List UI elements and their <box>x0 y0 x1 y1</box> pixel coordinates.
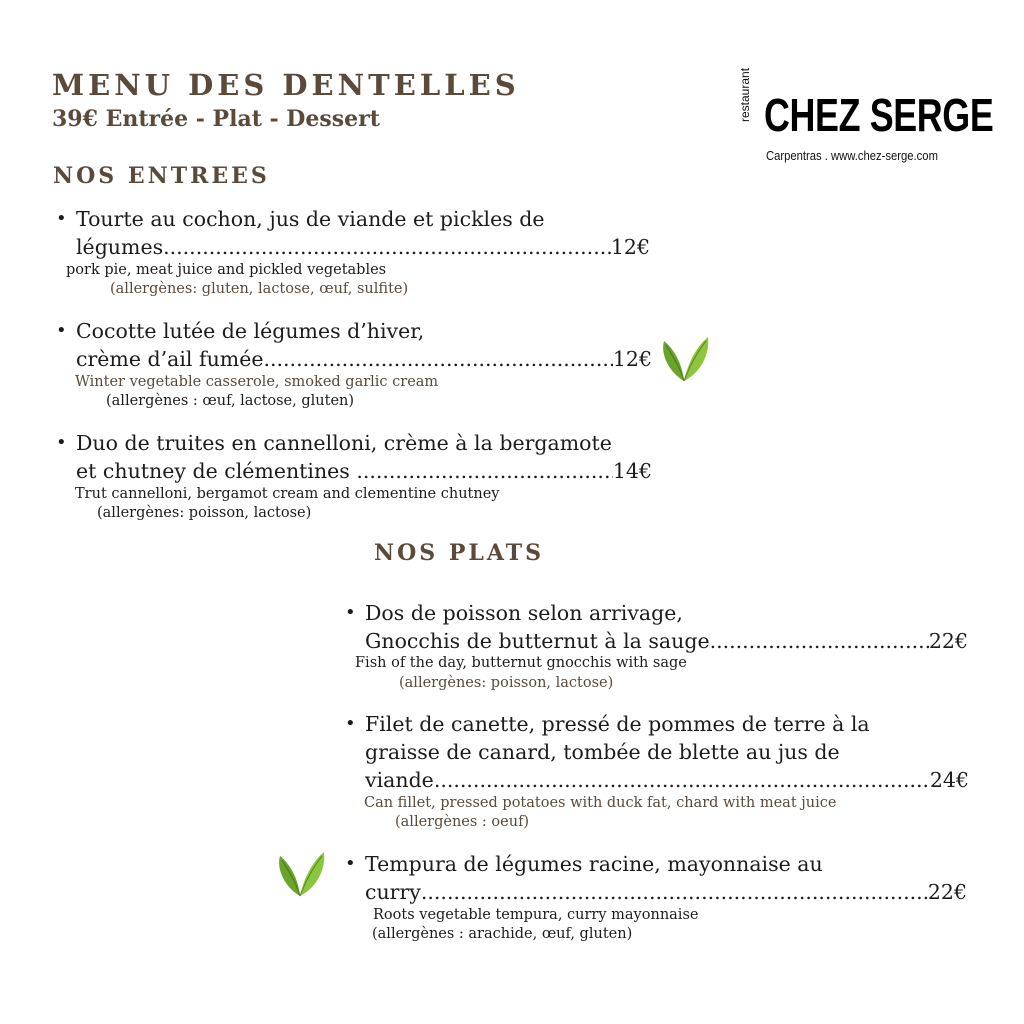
dish-price: 14€ <box>612 459 652 483</box>
dish-name-line: graisse de canard, tombée de blette au jus de <box>365 740 840 764</box>
dish-translation: Trut cannelloni, bergamot cream and clementine chutney <box>75 486 500 502</box>
dish-allergens: (allergènes : oeuf) <box>395 814 530 830</box>
dish-translation: Winter vegetable casserole, smoked garlic cream <box>75 374 439 390</box>
dish-plat-3 <box>345 850 967 906</box>
dish-name-line: crème d’ail fumée <box>76 347 264 371</box>
dish-plat-1 <box>345 599 968 655</box>
logo-subtitle: Carpentras . www.chez-serge.com <box>766 149 938 163</box>
dish-name-line: curry <box>365 880 421 904</box>
dish-entree-2 <box>56 317 652 373</box>
section-heading-entrees: NOS ENTREES <box>53 163 270 189</box>
bullet: • <box>56 432 67 453</box>
bullet: • <box>345 602 356 623</box>
dish-price: 24€ <box>929 768 969 792</box>
dish-price: 12€ <box>610 235 650 259</box>
dish-allergens: (allergènes : œuf, lactose, gluten) <box>106 393 355 409</box>
dot-leader <box>163 233 611 261</box>
menu-title: MENU DES DENTELLES <box>52 68 520 102</box>
dish-name-line: Tempura de légumes racine, mayonnaise au <box>365 852 823 876</box>
dish-price: 12€ <box>612 347 652 371</box>
dot-leader <box>356 457 613 485</box>
leaf-icon <box>274 848 326 900</box>
bullet: • <box>345 853 356 874</box>
dish-plat-2 <box>345 710 969 794</box>
section-heading-plats: NOS PLATS <box>374 540 544 566</box>
dish-name-line: et chutney de clémentines <box>76 459 357 483</box>
leaf-icon <box>658 333 710 385</box>
dot-leader <box>421 878 928 906</box>
dish-translation: Fish of the day, butternut gnocchis with sage <box>355 655 687 671</box>
logo-name: CHEZ SERGE <box>764 89 994 141</box>
bullet: • <box>56 320 67 341</box>
dish-name-line: viande <box>365 768 434 792</box>
dish-name-line: Cocotte lutée de légumes d’hiver, <box>76 319 425 343</box>
dish-entree-1 <box>56 205 650 261</box>
dish-name-line: légumes <box>76 235 164 259</box>
bullet: • <box>56 208 67 229</box>
dish-allergens: (allergènes: poisson, lactose) <box>399 675 614 691</box>
dish-name-line: Filet de canette, pressé de pommes de terre à la <box>365 712 870 736</box>
bullet: • <box>345 713 356 734</box>
dot-leader <box>434 766 930 794</box>
dish-name-line: Gnocchis de butternut à la sauge <box>365 629 710 653</box>
dish-allergens: (allergènes: gluten, lactose, œuf, sulfite) <box>110 281 409 297</box>
dish-name-line: Duo de truites en cannelloni, crème à la bergamote <box>76 431 612 455</box>
dish-name-line: Tourte au cochon, jus de viande et pickles de <box>76 207 545 231</box>
dot-leader <box>263 345 612 373</box>
dish-translation: pork pie, meat juice and pickled vegetables <box>66 262 387 278</box>
dish-allergens: (allergènes : arachide, œuf, gluten) <box>372 926 633 942</box>
dish-translation: Roots vegetable tempura, curry mayonnaise <box>373 907 699 923</box>
dish-price: 22€ <box>927 880 967 904</box>
dish-entree-3 <box>56 429 652 485</box>
dish-name-line: Dos de poisson selon arrivage, <box>365 601 683 625</box>
logo-restaurant-label: restaurant <box>738 67 752 122</box>
dish-translation: Can fillet, pressed potatoes with duck fat, chard with meat juice <box>364 795 837 811</box>
dot-leader <box>710 627 929 655</box>
dish-price: 22€ <box>928 629 968 653</box>
menu-subtitle: 39€ Entrée - Plat - Dessert <box>52 106 380 132</box>
dish-allergens: (allergènes: poisson, lactose) <box>97 505 312 521</box>
